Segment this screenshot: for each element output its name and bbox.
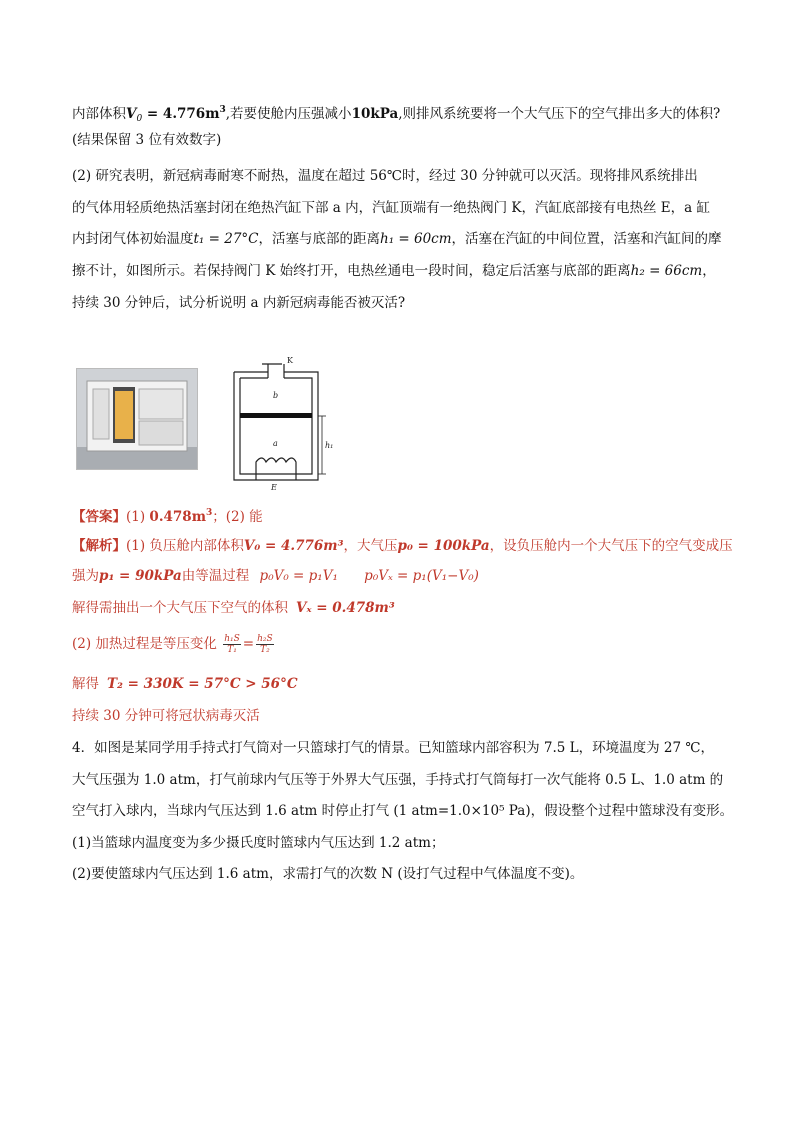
analysis-line-2: 强为p₁ = 90kPa由等温过程 p₀V₀ = p₁V₁ p₀Vₓ = p₁(V₁−V₀) (72, 568, 479, 584)
q3-line-6: 擦不计，如图所示。若保持阀门 K 始终打开，电热丝通电一段时间，稳定后活塞与底部的距离h₂ = 66cm， (72, 263, 716, 279)
label-a: a (273, 439, 278, 448)
cabin-photo (76, 368, 198, 470)
q4-line-5: (2)要使篮球内气压达到 1.6 atm，求需打气的次数 N (设打气过程中气体温度不变)。 (72, 866, 584, 882)
cylinder-diagram (226, 352, 336, 492)
q4-line-4: (1)当篮球内温度变为多少摄氏度时篮球内气压达到 1.2 atm； (72, 835, 445, 851)
q3-line-2: (结果保留 3 位有效数字) (72, 132, 222, 148)
q3-line-5: 内封闭气体初始温度t₁ = 27°C，活塞与底部的距离h₁ = 60cm，活塞在汽缸的中间位置，活塞和汽缸间的摩 (72, 231, 722, 247)
analysis-line-5: 解得 T₂ = 330K = 57°C > 56°C (72, 676, 298, 692)
label-h1: h₁ (325, 441, 334, 450)
answer-line: 【答案】(1) $0.478m^3$；(2) 能 (72, 508, 263, 525)
q3-line-1: 内部体积$V_0 = 4.776m^3$,若要使舱内压强减小10kPa,则排风系统要将一个大气压下的空气排出多大的体积? (72, 105, 721, 124)
analysis-line-4: (2) 加热过程是等压变化 $\frac{\text{h₁S}}{\text{T₁}}$ = $\frac{\text{h₂S}}{\text{T₂}}$ (72, 634, 273, 655)
analysis-line-3: 解得需抽出一个大气压下空气的体积 Vₓ = 0.478m³ (72, 600, 395, 616)
q3-line-4: 的气体用轻质绝热活塞封闭在绝热汽缸下部 a 内，汽缸顶端有一绝热阀门 K，汽缸底部接有电热丝 E，a 缸 (72, 200, 710, 216)
analysis-line-6: 持续 30 分钟可将冠状病毒灭活 (72, 708, 260, 724)
q4-line-3: 空气打入球内，当球内气压达到 1.6 atm 时停止打气 (1 atm=1.0×10⁵ Pa)，假设整个过程中篮球没有变形。 (72, 803, 734, 819)
analysis-line-1: 【解析】(1) 负压舱内部体积V₀ = 4.776m³，大气压p₀ = 100kPa，设负压舱内一个大气压下的空气变成压 (72, 538, 733, 554)
label-k: K (287, 356, 293, 365)
piston (240, 413, 312, 418)
label-b: b (273, 391, 279, 400)
fraction-2: $\frac{\text{h₂S}}{\text{T₂}}$ (257, 634, 273, 655)
q4-line-2: 大气压强为 1.0 atm，打气前球内气压等于外界大气压强，手持式打气筒每打一次气能将 0.5 L、1.0 atm 的 (72, 772, 724, 788)
q3-line-7: 持续 30 分钟后，试分析说明 a 内新冠病毒能否被灭活? (72, 295, 406, 311)
fraction-1: $\frac{\text{h₁S}}{\text{T₁}}$ (224, 634, 240, 655)
q3-line-3: (2) 研究表明，新冠病毒耐寒不耐热，温度在超过 56℃时，经过 30 分钟就可以灭活。现将排风系统排出 (72, 168, 698, 184)
q4-line-1: 4．如图是某同学用手持式打气筒对一只篮球打气的情景。已知篮球内部容积为 7.5 L，环境温度为 27 ℃， (72, 740, 714, 756)
label-e: E (271, 483, 277, 492)
